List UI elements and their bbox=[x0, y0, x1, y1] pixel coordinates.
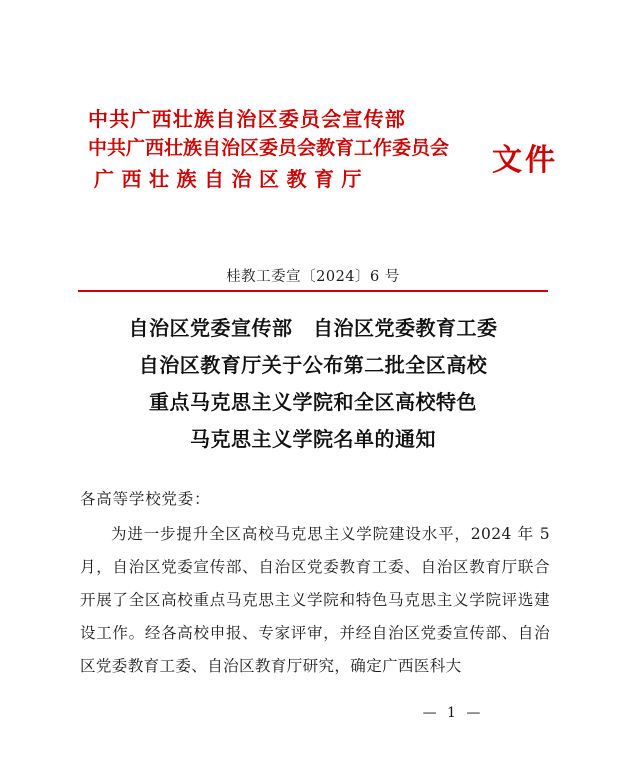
letterhead-line-3: 广西壮族自治区教育厅 bbox=[94, 167, 369, 191]
title-line-4: 马克思主义学院名单的通知 bbox=[190, 427, 436, 451]
title-line-2: 自治区教育厅关于公布第二批全区高校 bbox=[138, 353, 488, 377]
title-line-1: 自治区党委宣传部 自治区党委教育工委 bbox=[128, 316, 498, 340]
title-line-3: 重点马克思主义学院和全区高校特色 bbox=[149, 390, 477, 414]
document-title bbox=[78, 310, 548, 458]
page-number-label: — 1 — bbox=[422, 705, 484, 721]
red-divider-rule bbox=[78, 290, 548, 292]
salutation: 各高等学校党委： bbox=[80, 490, 211, 508]
letterhead bbox=[0, 105, 626, 230]
letterhead-issuers bbox=[88, 105, 488, 195]
letterhead-line-1: 中共广西壮族自治区委员会宣传部 bbox=[88, 107, 406, 131]
document-number: 桂教工委宣〔2024〕6 号 bbox=[226, 269, 400, 285]
body-text bbox=[80, 518, 550, 683]
letterhead-document-word: 文件 bbox=[492, 143, 558, 178]
body-paragraph-1: 为进一步提升全区高校马克思主义学院建设水平，2024 年 5 月，自治区党委宣传部、自治区党委教育工委、自治区教育厅联合开展了全区高校重点马克思主义学院和特色马克思主义学院评选建设工作。经各高校申报、专家评审，并经自治区党委宣传部、自治区党委教育工委、自治区教育厅研究，确定广西医科大 bbox=[80, 525, 550, 675]
letterhead-line-2: 中共广西壮族自治区委员会教育工作委员会 bbox=[88, 137, 450, 159]
page-number bbox=[0, 705, 626, 721]
